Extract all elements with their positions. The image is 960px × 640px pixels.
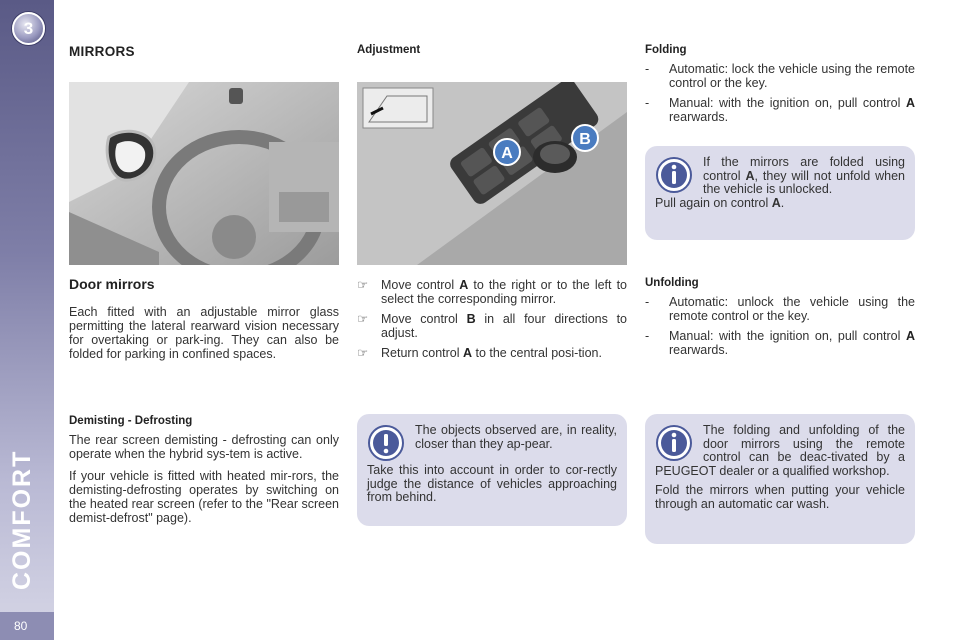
adjustment-step <box>357 346 627 360</box>
adjustment-step <box>357 278 627 306</box>
adjustment-header <box>357 44 627 62</box>
item-text: Manual: with the ignition on, pull control <box>669 96 906 110</box>
chapter-number: 3 <box>23 19 34 38</box>
pointing-hand-icon: ☞ <box>357 312 369 326</box>
door-mirrors-section <box>69 276 339 361</box>
step-text: Return control <box>381 346 463 360</box>
item-control: A <box>905 329 915 343</box>
control-a-label: A <box>501 145 513 162</box>
item-text: Automatic: lock the vehicle using the remote control or the key. <box>669 62 915 90</box>
unfolding-item <box>645 295 915 323</box>
item-control: A <box>905 96 915 110</box>
info-note-folding <box>645 146 915 240</box>
item-text: Automatic: unlock the vehicle using the remote control or the key. <box>669 295 915 323</box>
item-text: rearwards. <box>669 110 729 124</box>
warning-note <box>357 414 627 526</box>
unfolding-section <box>645 277 915 363</box>
dashboard-photo <box>69 82 339 265</box>
dash-bullet: - <box>645 295 650 309</box>
info-control: A <box>771 195 781 210</box>
pointing-hand-icon: ☞ <box>357 278 369 292</box>
step-text: to the central posi-tion. <box>472 346 602 360</box>
warning-text-1: The objects observed are, in reality, closer than they ap-pear. <box>415 423 617 451</box>
door-mirrors-title: Door mirrors <box>69 276 155 292</box>
step-text: Move control <box>381 312 467 326</box>
page-number: 80 <box>0 612 54 640</box>
chapter-number-badge <box>12 12 45 45</box>
mirror-controls-illustration <box>357 82 627 265</box>
info-icon <box>655 156 693 194</box>
info-dealer-text-2: Fold the mirrors when putting your vehicle through an automatic car wash. <box>655 483 905 511</box>
step-text: to the right or to the left to select the corresponding mirror. <box>381 278 627 306</box>
folding-item <box>645 62 915 90</box>
info-note-text-1: If the mirrors are folded using control A, they will not unfold when the vehicle is unlocked. <box>703 155 905 196</box>
dash-bullet: - <box>645 329 650 343</box>
chapter-sidebar <box>0 0 54 640</box>
unfolding-title: Unfolding <box>645 277 699 289</box>
left-column <box>69 44 339 59</box>
chapter-label: COMFORT <box>8 449 36 590</box>
info-control: A <box>745 168 755 183</box>
info-icon <box>655 424 693 462</box>
adjustment-step <box>357 312 627 340</box>
demisting-paragraph-2: If your vehicle is fitted with heated mir-rors, the demisting-defrosting operates by switching on the heated rear screen (refer to the "Rear screen demist-defrost" page). <box>69 469 339 525</box>
info-note-dealer <box>645 414 915 544</box>
item-text: rearwards. <box>669 343 729 357</box>
dashboard-illustration <box>69 82 339 265</box>
item-text: Manual: with the ignition on, pull control <box>669 329 906 343</box>
demisting-title: Demisting - Defrosting <box>69 415 193 427</box>
pointing-hand-icon: ☞ <box>357 346 369 360</box>
step-text: Move control <box>381 278 460 292</box>
adjustment-title: Adjustment <box>357 44 421 56</box>
step-control: B <box>466 312 476 326</box>
demisting-paragraph-1: The rear screen demisting - defrosting can only operate when the hybrid sys-tem is active. <box>69 433 339 461</box>
dash-bullet: - <box>645 62 650 76</box>
control-b-label: B <box>579 131 591 148</box>
step-control: A <box>459 278 469 292</box>
step-control: A <box>462 346 473 360</box>
demisting-section <box>69 415 339 525</box>
folding-section <box>645 44 915 130</box>
folding-title: Folding <box>645 44 687 56</box>
door-mirrors-text: Each fitted with an adjustable mirror glass permitting the lateral rearward vision necessary for overtaking or park-ing. They can also be folded for parking in confined spaces. <box>69 305 339 361</box>
info-dealer-text-1: The folding and unfolding of the door mirrors using the remote control can be deac-tivated by a PEUGEOT dealer or a qualified workshop. <box>655 423 905 478</box>
page-title: MIRRORS <box>69 44 135 59</box>
controls-photo <box>357 82 627 265</box>
adjustment-steps <box>357 278 627 366</box>
folding-item <box>645 96 915 124</box>
exclamation-icon <box>367 424 405 462</box>
dash-bullet: - <box>645 96 650 110</box>
info-note-text-2: Pull again on control A. <box>655 195 785 210</box>
warning-text-2: Take this into account in order to cor-rectly judge the distance of vehicles approaching from behind. <box>367 463 617 504</box>
unfolding-item <box>645 329 915 357</box>
step-text: in all four directions to adjust. <box>381 312 628 340</box>
